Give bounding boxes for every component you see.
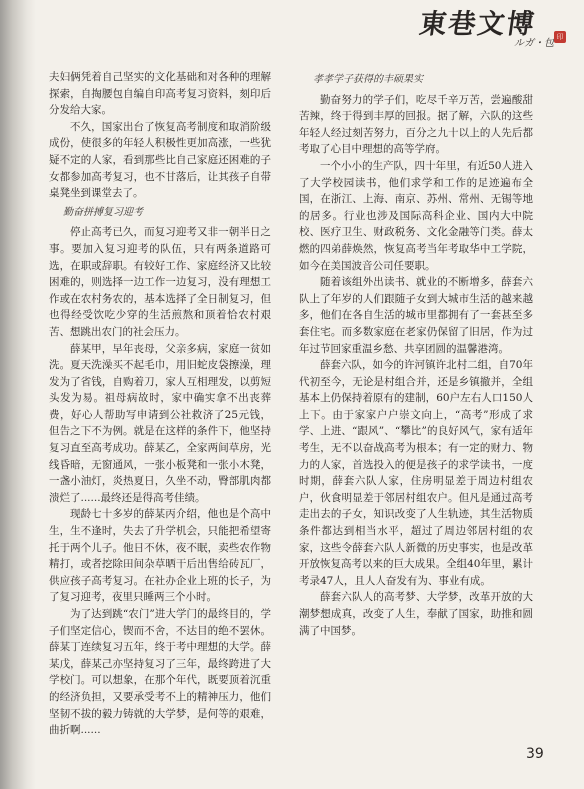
paragraph: 薛某甲，早年丧母，父亲多病，家庭一贫如洗。夏天洗澡买不起毛巾，用旧蛇皮袋擦澡，理发为了省钱，自购着刀，家人互相理发，以剪短头发为易。祖母病故时，家中确实拿不出丧葬费，好心人帮助写申请到公社救济了25元钱，但告之下不为例。就是在这样的条件下，他坚持复习直至高考成功。薛某乙，全家两间草房，光线昏暗，无窗通风，一张小板凳和一张小木凳，一盏小油灯，炎热夏日，久坐不动，臀部肌肉都溃烂了......最终还是得高考佳绩。 [49,342,271,504]
paragraph: 随着该组外出读书、就业的不断增多，薛套六队上了年岁的人们跟随子女到大城市生活的越来越多，他们在各自生活的城市里都拥有了一套甚至多套住宅。而多数家庭在老家仍保留了旧居，作为过年过节回家重温乡愁、共享团圆的温馨港湾。 [299,276,533,355]
paragraph: 不久，国家出台了恢复高考制度和取消阶级成份，使很多的年轻人积极性更加高涨，一些犹疑不定的人家，看到那些比自己家庭还困难的子女都参加高考复习，也不甘落后，让其孩子自带桌凳坐到课堂去了。 [49,120,271,200]
left-text-column [49,69,271,739]
author-signature: ルガ・包 [514,38,554,49]
paragraph: 勤奋努力的学子们，吃尽千辛万苦，尝遍酸甜苦辣，终于得到丰厚的回报。据了解，六队的这些年轻人经过刻苦努力，百分之九十以上的人先后都考取了心目中理想的高等学府。 [299,93,533,156]
section-subheading: 孝孝学子获得的丰硕果实 [313,74,423,85]
paragraph: 停止高考已久，而复习迎考又非一朝半日之事。要加入复习迎考的队伍，只有两条道路可选，在职或辞职。有较好工作、家庭经济又比较困难的，则选择一边工作一边复习，没有理想工作或在农村务农的，基本选择了全日制复习，但也得经受饮吃少穿的生活煎熬和顶着恰农村艰苦、想跳出农门的社会压力。 [49,226,271,338]
column-title: 東巷文博 [417,9,538,40]
seal-stamp-icon: 印 [554,31,566,43]
section-subheading: 勤奋拼搏复习迎考 [63,206,143,218]
paragraph: 薛套六队人的高考梦、大学梦，改革开放的大潮梦想成真，改变了人生，奉献了国家，助推和圆满了中国梦。 [299,591,533,637]
paragraph: 一个小小的生产队，四十年里，有近50人进入了大学校园读书，他们求学和工作的足迹遍布全国，在浙江、上海、南京、苏州、常州、无锡等地的居多。行业也涉及国际高科企业、国内大中院校、医疗卫生、财政税务、文化金融等门类。薛太燃的四弟薛焕然，恢复高考当年考取华中工学院，如今在美国波音公司任要职。 [299,159,533,272]
paragraph: 现龄七十多岁的薛某丙介绍，他也是个高中生，生不逢时，失去了升学机会，只能把希望寄托于两个儿子。他日不休，夜不眠，卖些农作物精打，或者挖除田间杂草晒干后出售给砖瓦厂，供应孩子高考复习。在社办企业上班的长子，为了复习迎考，夜里只睡两三个小时。 [49,508,271,604]
paragraph: 为了达到跳“农门”进大学门的最终目的，学子们坚定信心，锲而不舍，不达目的绝不罢休。薛某丁连续复习五年，终于考中理想的大学。薛某戊，薛某己亦坚持复习了三年，最终跨进了大学校门。可以想象，在那个年代，既要顶着沉重的经济负担，又要承受考不上的精神压力，他们坚韧不拔的毅力铸就的大学梦，是何等的艰难，曲折啊...... [49,608,271,737]
right-text-column [299,69,533,639]
page-number: 39 [526,746,544,762]
paragraph: 夫妇俩凭着自己坚实的文化基础和对各种的理解探索，自掏腰包自编自印高考复习资料，刻印后分发给大家。 [49,71,271,117]
page-gutter-shadow [0,0,36,789]
paragraph: 薛套六队，如今的许河镇许北村二组，自70年代初至今，无论是村组合并，还是乡镇撤并，全组基本上仍保持着原有的建制，60户左右人口150人上下。由于家家户户崇文向上，“高考”形成了求学、上进、“跟风”、“攀比”的良好风气，家有适年考生，无不以奋战高考为根本；有一定的财力、物力的人家，首选投入的便是孩子的求学读书，一度时期，薛套六队人家，住房明显差于周边村组农户，伙食明显差于邻居村组农户。但凡是通过高考走出去的子女，知识改变了人生轨迹，其生活物质条件都达到相当水平，超过了周边邻居村组的农家，这些令薛套六队人新微的历史事实，也是改革开放恢复高考以来的巨大成果。全组40年里，累计考录47人，且人人奋发有为、事业有成。 [299,359,533,587]
